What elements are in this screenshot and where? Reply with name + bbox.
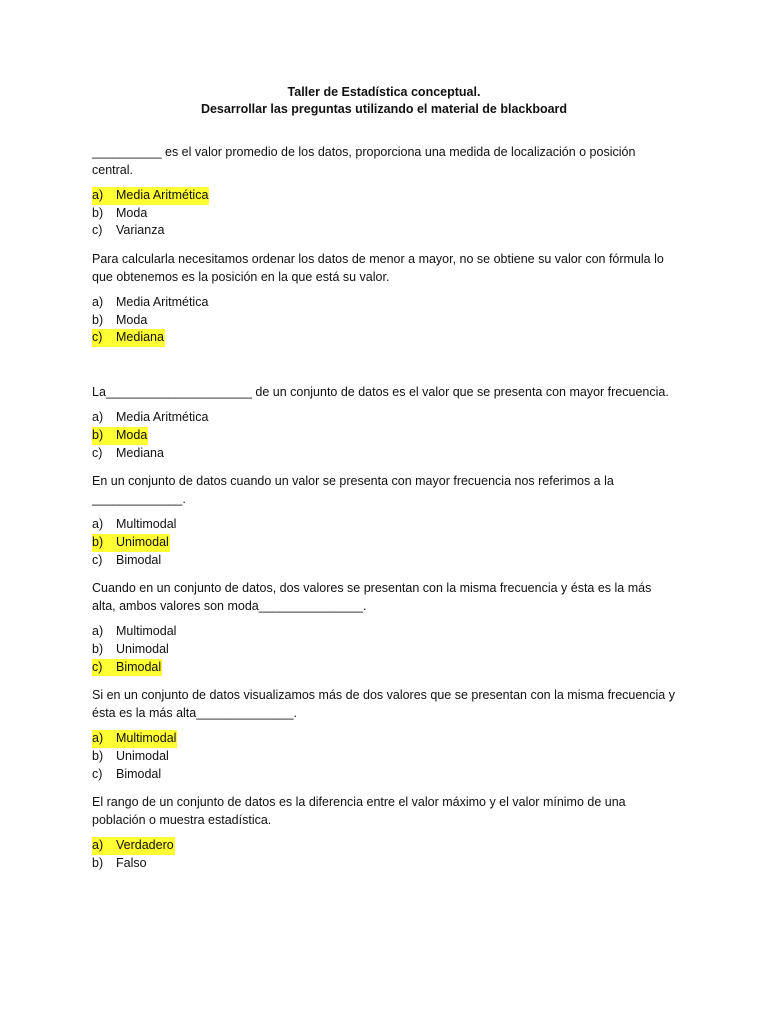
option-item [92,837,676,855]
highlighted-answer [92,187,209,205]
option-item [92,187,676,205]
option-letter: c) [92,445,103,460]
highlighted-answer [92,534,170,552]
question-block [92,143,676,240]
option-item [92,312,676,330]
option-item [92,552,676,570]
option-item [92,329,676,347]
answer-choice [92,748,170,766]
answer-choice [92,312,148,330]
option-letter: a) [92,410,104,425]
option-label: Unimodal [116,641,169,656]
option-list [92,294,676,347]
option-label: Verdadero [116,838,174,853]
option-label: Mediana [116,445,164,460]
option-item [92,445,676,463]
answer-choice [92,516,177,534]
option-list [92,837,676,872]
option-label: Unimodal [116,749,169,763]
option-letter: b) [92,749,104,763]
answer-choice [92,641,170,659]
option-list [92,730,676,783]
option-letter: a) [92,731,104,746]
option-label: Multimodal [116,624,177,639]
answer-choice [92,294,209,312]
question-block [92,793,676,872]
option-label: Varianza [116,223,165,238]
question-text: La_____________________ de un conjunto de datos es el valor que se presenta con mayor frecuencia. [92,385,669,400]
option-item [92,730,676,748]
option-label: Media Aritmética [116,410,209,425]
option-letter: c) [92,223,103,238]
option-label: Media Aritmética [116,295,209,310]
option-item [92,766,676,784]
option-letter: b) [92,427,104,442]
option-letter: a) [92,624,104,639]
option-letter: b) [92,856,104,871]
question-block [92,250,676,347]
question-block [92,686,676,783]
option-item [92,534,676,552]
option-label: Moda [116,427,148,442]
answer-choice [92,222,165,240]
option-label: Media Aritmética [116,188,209,202]
option-label: Bimodal [116,552,162,567]
question-text: El rango de un conjunto de datos es la diferencia entre el valor máximo y el valor mínimo de una población o muestra estadística. [92,795,626,828]
document-title [92,84,676,118]
option-label: Bimodal [116,766,162,781]
answer-choice [92,623,177,641]
option-item [92,641,676,659]
question-list [92,143,676,873]
option-label: Unimodal [116,534,169,549]
question-text: En un conjunto de datos cuando un valor se presenta con mayor frecuencia nos referimos a la _____________. [92,474,614,507]
question-text: Cuando en un conjunto de datos, dos valores se presentan con la misma frecuencia y ésta es la más alta, ambos valores son moda_______________. [92,581,652,614]
highlighted-answer [92,837,175,855]
option-list [92,516,676,569]
option-item [92,222,676,240]
title-line-2: Desarrollar las preguntas utilizando el material de blackboard [200,102,568,116]
option-item [92,294,676,312]
answer-choice [92,409,209,427]
question-block [92,472,676,569]
question-text: Si en un conjunto de datos visualizamos más de dos valores que se presentan con la misma frecuencia y ésta es la más alta______________. [92,688,675,721]
option-list [92,623,676,676]
highlighted-answer [92,427,148,445]
highlighted-answer [92,659,162,677]
option-label: Bimodal [116,659,162,674]
option-list [92,187,676,240]
option-letter: c) [92,552,103,567]
option-letter: a) [92,188,104,202]
answer-choice [92,445,165,463]
highlighted-answer [92,329,165,347]
question-block [92,579,676,676]
question-text: Para calcularla necesitamos ordenar los datos de menor a mayor, no se obtiene su valor con fórmula lo que obtenemos es la posición en la que está su valor. [92,252,664,285]
title-line-1: Taller de Estadística conceptual. [287,85,481,99]
option-item [92,748,676,766]
option-letter: b) [92,534,104,549]
answer-choice [92,205,148,223]
option-letter: b) [92,641,104,656]
option-item [92,205,676,223]
answer-choice [92,855,148,873]
option-letter: a) [92,295,104,310]
option-item [92,409,676,427]
option-label: Moda [116,205,148,220]
option-letter: c) [92,330,103,345]
answer-choice [92,552,162,570]
option-item [92,427,676,445]
option-item [92,623,676,641]
option-label: Mediana [116,330,164,345]
option-label: Multimodal [116,731,177,746]
question-text: __________ es el valor promedio de los datos, proporciona una medida de localización o posición central. [92,145,636,177]
option-letter: b) [92,312,104,327]
option-letter: a) [92,838,104,853]
option-item [92,659,676,677]
option-item [92,855,676,873]
option-list [92,409,676,462]
option-letter: c) [92,766,103,781]
option-letter: c) [92,659,103,674]
highlighted-answer [92,730,177,748]
option-letter: a) [92,517,104,532]
option-label: Falso [116,856,147,871]
answer-choice [92,766,162,784]
option-letter: b) [92,205,104,220]
option-item [92,516,676,534]
question-block [92,383,676,462]
option-label: Moda [116,312,148,327]
option-label: Multimodal [116,517,177,532]
